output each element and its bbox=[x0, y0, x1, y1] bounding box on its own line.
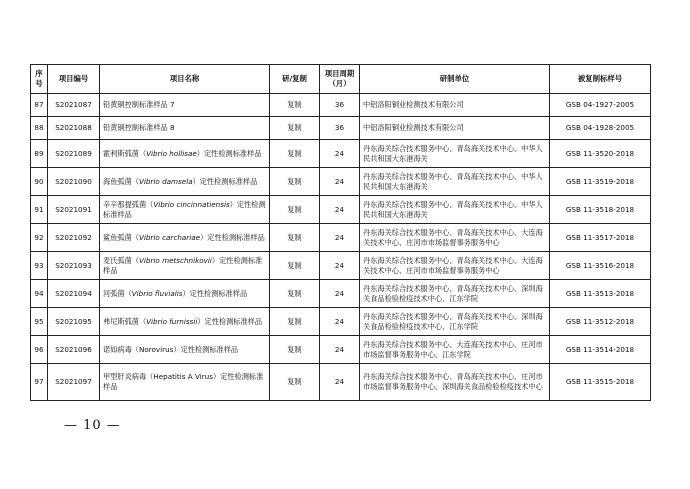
cell-seq: 88 bbox=[31, 117, 48, 140]
header-sample-no: 被复制标样号 bbox=[550, 65, 651, 94]
table-row bbox=[31, 117, 651, 140]
cell-sample-no: GSB 11-3514-2018 bbox=[550, 336, 651, 364]
cell-unit: 丹东海关综合技术服务中心、青岛海关技术中心、深圳海关食品检验检疫技术中心、江东学院 bbox=[360, 308, 550, 336]
cell-seq: 90 bbox=[31, 168, 48, 196]
cell-project-name bbox=[100, 196, 270, 224]
name-text-pre: 鲨鱼弧菌（ bbox=[103, 232, 139, 242]
cell-unit: 中铝洛阳铜业检测技术有限公司 bbox=[360, 94, 550, 117]
header-project-no: 项目编号 bbox=[48, 65, 100, 94]
table-row bbox=[31, 280, 651, 308]
cell-period: 24 bbox=[320, 168, 360, 196]
name-text-pre: 海鱼弧菌（ bbox=[103, 176, 139, 186]
cell-sample-no: GSB 11-3516-2018 bbox=[550, 252, 651, 280]
table-row bbox=[31, 224, 651, 252]
name-text-post: ）定性检测标准样品 bbox=[103, 199, 266, 219]
cell-period: 24 bbox=[320, 308, 360, 336]
name-text-post: ）定性检测标准样品 bbox=[192, 176, 258, 186]
project-table bbox=[30, 64, 651, 401]
cell-sample-no: GSB 04-1928-2005 bbox=[550, 117, 651, 140]
cell-project-name bbox=[100, 280, 270, 308]
cell-type: 复制 bbox=[270, 280, 320, 308]
name-text: 甲型肝炎病毒（Hepatitis A Virus）定性检测标准样品 bbox=[103, 372, 264, 391]
name-text: 铅黄铜控制标准样品 8 bbox=[103, 123, 175, 132]
latin-name: Vibrio fluvialis bbox=[131, 288, 183, 298]
cell-type: 复制 bbox=[270, 308, 320, 336]
cell-project-no: S2021087 bbox=[48, 94, 100, 117]
cell-unit: 丹东海关综合技术服务中心、大连海关技术中心、庄河市市场监督事务服务中心、江东学院 bbox=[360, 336, 550, 364]
cell-sample-no: GSB 04-1927-2005 bbox=[550, 94, 651, 117]
cell-period: 24 bbox=[320, 252, 360, 280]
cell-seq: 91 bbox=[31, 196, 48, 224]
header-type: 研/复制 bbox=[270, 65, 320, 94]
cell-unit: 丹东海关综合技术服务中心、青岛海关技术中心、中华人民共和国大东港海关 bbox=[360, 140, 550, 168]
cell-project-name bbox=[100, 94, 270, 117]
cell-seq: 97 bbox=[31, 364, 48, 401]
name-text-pre: 霍利斯弧菌（ bbox=[103, 148, 147, 158]
table-row bbox=[31, 252, 651, 280]
cell-project-no: S2021095 bbox=[48, 308, 100, 336]
cell-type: 复制 bbox=[270, 94, 320, 117]
cell-project-no: S2021091 bbox=[48, 196, 100, 224]
cell-type: 复制 bbox=[270, 252, 320, 280]
name-text-post: ）定性检测标准样品 bbox=[196, 148, 262, 158]
latin-name: Vibrio carchariae bbox=[138, 232, 201, 242]
cell-project-no: S2021097 bbox=[48, 364, 100, 401]
header-period-line1: 项目周期 bbox=[324, 69, 355, 78]
cell-project-name bbox=[100, 168, 270, 196]
cell-period: 24 bbox=[320, 336, 360, 364]
cell-project-no: S2021088 bbox=[48, 117, 100, 140]
name-text-pre: 辛辛那提弧菌（ bbox=[103, 199, 154, 209]
page-number: — 10 — bbox=[64, 418, 121, 433]
cell-type: 复制 bbox=[270, 117, 320, 140]
cell-period: 24 bbox=[320, 224, 360, 252]
cell-sample-no: GSB 11-3515-2018 bbox=[550, 364, 651, 401]
cell-seq: 92 bbox=[31, 224, 48, 252]
cell-period: 36 bbox=[320, 94, 360, 117]
name-text-post: ）定性检测标准样品 bbox=[197, 316, 263, 326]
cell-sample-no: GSB 11-3512-2018 bbox=[550, 308, 651, 336]
table-row bbox=[31, 168, 651, 196]
cell-sample-no: GSB 11-3520-2018 bbox=[550, 140, 651, 168]
header-period bbox=[320, 65, 360, 94]
cell-type: 复制 bbox=[270, 336, 320, 364]
header-period-line2: （月） bbox=[328, 79, 351, 88]
latin-name: Vibrio cincinnatiensis bbox=[153, 199, 230, 209]
cell-unit: 丹东海关综合技术服务中心、青岛海关技术中心、深圳海关食品检验检疫技术中心、江东学院 bbox=[360, 280, 550, 308]
cell-type: 复制 bbox=[270, 168, 320, 196]
cell-period: 24 bbox=[320, 140, 360, 168]
name-text: 诺如病毒（Norovirus）定性检测标准样品 bbox=[103, 344, 239, 354]
table-row bbox=[31, 364, 651, 401]
cell-project-no: S2021096 bbox=[48, 336, 100, 364]
cell-project-no: S2021089 bbox=[48, 140, 100, 168]
cell-project-no: S2021093 bbox=[48, 252, 100, 280]
header-seq: 序号 bbox=[31, 65, 48, 94]
cell-project-name bbox=[100, 117, 270, 140]
cell-project-name bbox=[100, 252, 270, 280]
cell-project-no: S2021094 bbox=[48, 280, 100, 308]
cell-unit: 丹东海关综合技术服务中心、青岛海关技术中心、大连海关技术中心、庄河市市场监督事务服务中心 bbox=[360, 224, 550, 252]
cell-unit: 丹东海关综合技术服务中心、青岛海关技术中心、中华人民共和国大东港海关 bbox=[360, 168, 550, 196]
name-text-post: ）定性检测标准样品 bbox=[200, 232, 265, 242]
cell-seq: 95 bbox=[31, 308, 48, 336]
cell-project-no: S2021090 bbox=[48, 168, 100, 196]
cell-project-name bbox=[100, 364, 270, 401]
name-text-pre: 麦氏弧菌（ bbox=[103, 255, 139, 265]
cell-project-no: S2021092 bbox=[48, 224, 100, 252]
cell-seq: 93 bbox=[31, 252, 48, 280]
name-text-pre: 弗尼斯弧菌（ bbox=[103, 316, 147, 326]
header-project-name: 项目名称 bbox=[100, 65, 270, 94]
cell-period: 24 bbox=[320, 364, 360, 401]
latin-name: Vibrio furnissii bbox=[146, 316, 198, 326]
cell-unit: 中铝洛阳铜业检测技术有限公司 bbox=[360, 117, 550, 140]
cell-seq: 87 bbox=[31, 94, 48, 117]
cell-sample-no: GSB 11-3517-2018 bbox=[550, 224, 651, 252]
table-row bbox=[31, 140, 651, 168]
cell-period: 24 bbox=[320, 196, 360, 224]
cell-type: 复制 bbox=[270, 364, 320, 401]
cell-seq: 89 bbox=[31, 140, 48, 168]
cell-sample-no: GSB 11-3518-2018 bbox=[550, 196, 651, 224]
header-unit: 研制单位 bbox=[360, 65, 550, 94]
table-header-row bbox=[31, 65, 651, 94]
cell-type: 复制 bbox=[270, 140, 320, 168]
cell-seq: 94 bbox=[31, 280, 48, 308]
cell-period: 24 bbox=[320, 280, 360, 308]
name-text: 铅黄铜控制标准样品 7 bbox=[103, 100, 175, 109]
latin-name: Vibrio damsela bbox=[138, 176, 193, 186]
cell-sample-no: GSB 11-3513-2018 bbox=[550, 280, 651, 308]
cell-project-name bbox=[100, 336, 270, 364]
cell-unit: 丹东海关综合技术服务中心、青岛海关技术中心、中华人民共和国大东港海关 bbox=[360, 196, 550, 224]
latin-name: Vibrio metschnikovii bbox=[138, 255, 212, 265]
cell-type: 复制 bbox=[270, 224, 320, 252]
latin-name: Vibrio hollisae bbox=[146, 148, 197, 158]
cell-project-name bbox=[100, 224, 270, 252]
cell-seq: 96 bbox=[31, 336, 48, 364]
table-row bbox=[31, 336, 651, 364]
table-row bbox=[31, 308, 651, 336]
cell-period: 36 bbox=[320, 117, 360, 140]
name-text-post: ）定性检测标准样品 bbox=[103, 255, 263, 275]
name-text-pre: 河弧菌（ bbox=[103, 288, 132, 298]
cell-type: 复制 bbox=[270, 196, 320, 224]
table-row bbox=[31, 94, 651, 117]
table-row bbox=[31, 196, 651, 224]
cell-unit: 丹东海关综合技术服务中心、青岛海关技术中心、大连海关技术中心、庄河市市场监督事务服务中心 bbox=[360, 252, 550, 280]
cell-project-name bbox=[100, 140, 270, 168]
cell-sample-no: GSB 11-3519-2018 bbox=[550, 168, 651, 196]
cell-unit: 丹东海关综合技术服务中心、青岛海关技术中心、庄河市市场监督事务服务中心、深圳海关食品检验检疫技术中心 bbox=[360, 364, 550, 401]
cell-project-name bbox=[100, 308, 270, 336]
name-text-post: ）定性检测标准样品 bbox=[182, 288, 248, 298]
